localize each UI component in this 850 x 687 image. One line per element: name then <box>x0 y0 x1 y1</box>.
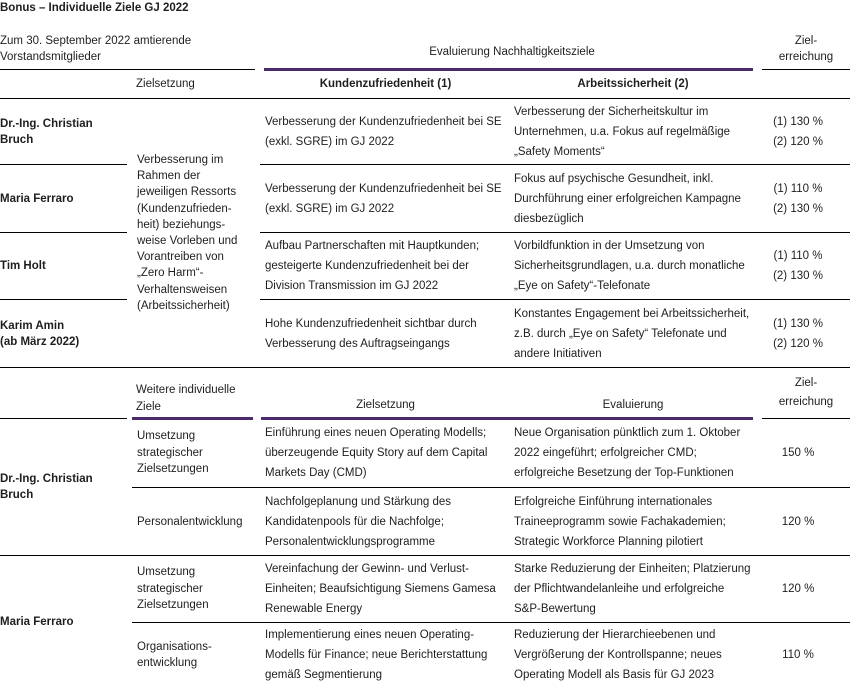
table-row-name: Karim Amin (ab März 2022) <box>0 319 80 348</box>
ziel-cell: Organisations- entwicklung <box>137 640 212 669</box>
person-name: Dr.-Ing. Christian Bruch <box>0 473 93 501</box>
kunden-cell: Verbesserung der Kundenzufriedenheit bei SE (exkl. SGRE) im GJ 2022 <box>265 182 502 215</box>
header-center: Evaluierung Nachhaltigkeitsziele <box>429 46 595 58</box>
col-weitere-ziele: Weitere individuelle Ziele <box>136 384 236 413</box>
divider <box>0 69 255 70</box>
divider <box>0 367 850 368</box>
divider-accent <box>264 68 753 71</box>
zielsetzung-cell: Implementierung eines neuen Operating- Modells für Finance; neue Berichterstattung gemäß Segmentierung <box>265 629 488 681</box>
table-row-name: Dr.-Ing. Christian Bruch <box>0 117 93 146</box>
header-left: Zum 30. September 2022 amtierende Vorstandsmitglieder <box>0 35 192 63</box>
zielsetzung-cell: Einführung eines neuen Operating Modells; überzeugende Equity Story auf dem Capital Markets Day (CMD) <box>265 427 488 479</box>
ziel-cell: Umsetzung strategischer Zielsetzungen <box>137 430 209 476</box>
erreichung-cell: (1) 110 % (2) 130 % <box>773 182 823 215</box>
arbeit-cell: Fokus auf psychische Gesundheit, inkl. Durchführung einer erfolgreichen Kampagne diesbezüglich <box>514 172 741 225</box>
erreichung-cell: 120 % <box>781 583 815 595</box>
ziel-cell: Personalentwicklung <box>137 515 243 528</box>
erreichung-cell: 120 % <box>781 515 815 528</box>
ziel-cell: Umsetzung strategischer Zielsetzungen <box>137 566 209 612</box>
person-name: Maria Ferraro <box>0 615 74 628</box>
divider <box>762 69 850 70</box>
erreichung-cell: (1) 130 % (2) 120 % <box>773 317 823 350</box>
erreichung-cell: (1) 130 % (2) 120 % <box>773 115 823 148</box>
erreichung-cell: 150 % <box>781 447 815 459</box>
arbeit-cell: Verbesserung der Sicherheitskultur im Unternehmen, u.a. Fokus auf regelmäßige „Safety Moments“ <box>514 105 731 158</box>
kunden-cell: Hohe Kundenzufriedenheit sichtbar durch Verbesserung des Auftragseingangs <box>265 317 477 350</box>
arbeit-cell: Vorbildfunktion in der Umsetzung von Sicherheitsgrundlagen, u.a. durch monatliche „Eye on Safety“-Telefonate <box>514 240 745 292</box>
table-row-name: Maria Ferraro <box>0 192 74 205</box>
evaluierung-cell: Erfolgreiche Einführung internationales Traineeprogramm sowie Fachakademien; Strategic Workforce Planning pilotiert <box>514 495 726 548</box>
col-arbeitssicherheit: Arbeitssicherheit (2) <box>577 78 689 90</box>
evaluierung-cell: Neue Organisation pünktlich zum 1. Oktober 2022 eingeführt; erfolgreicher CMD; erfolgreiche Besetzung der Top-Funktionen <box>514 427 741 479</box>
header-right: Ziel- erreichung <box>778 35 834 63</box>
table-row-name: Tim Holt <box>0 260 46 272</box>
kunden-cell: Aufbau Partnerschaften mit Hauptkunden; gesteigerte Kundenzufriedenheit bei der Division Transmission im GJ 2022 <box>265 240 480 292</box>
page-title: Bonus – Individuelle Ziele GJ 2022 <box>0 2 189 14</box>
shared-goal-text: Verbesserung im Rahmen der jeweiligen Ressorts (Kundenzufrieden- heit) beziehungs- weise Vorleben und Vorantreiben von „Zero Harm“- Verhaltensweisen (Arbeitssicherheit) <box>137 154 238 312</box>
erreichung-cell: 110 % <box>782 649 814 661</box>
col-zielsetzung-2: Zielsetzung <box>356 399 415 411</box>
erreichung-cell: (1) 110 % (2) 130 % <box>773 250 823 282</box>
zielsetzung-cell: Nachfolgeplanung und Stärkung des Kandidatenpools für die Nachfolge; Personalentwicklungsprogramme <box>265 495 452 548</box>
evaluierung-cell: Reduzierung der Hierarchieebenen und Vergrößerung der Kontrollspanne; neues Operating Modell als Basis für GJ 2023 <box>514 629 722 681</box>
arbeit-cell: Konstantes Engagement bei Arbeitssicherheit, z.B. durch „Eye on Safety“ Telefonate und andere Initiativen <box>514 307 750 360</box>
evaluierung-cell: Starke Reduzierung der Einheiten; Platzierung der Pflichtwandelanleihe und erfolgreiche S&P-Bewertung <box>514 563 751 615</box>
zielsetzung-cell: Vereinfachung der Gewinn- und Verlust- Einheiten; Beaufsichtigung Siemens Gamesa Renewable Energy <box>265 563 496 615</box>
kunden-cell: Verbesserung der Kundenzufriedenheit bei SE (exkl. SGRE) im GJ 2022 <box>265 115 502 148</box>
col-zielsetzung: Zielsetzung <box>136 78 195 90</box>
col-erreichung-2: Ziel- erreichung <box>778 377 834 408</box>
col-kundenzufriedenheit: Kundenzufriedenheit (1) <box>319 78 452 90</box>
col-evaluierung: Evaluierung <box>602 399 664 411</box>
